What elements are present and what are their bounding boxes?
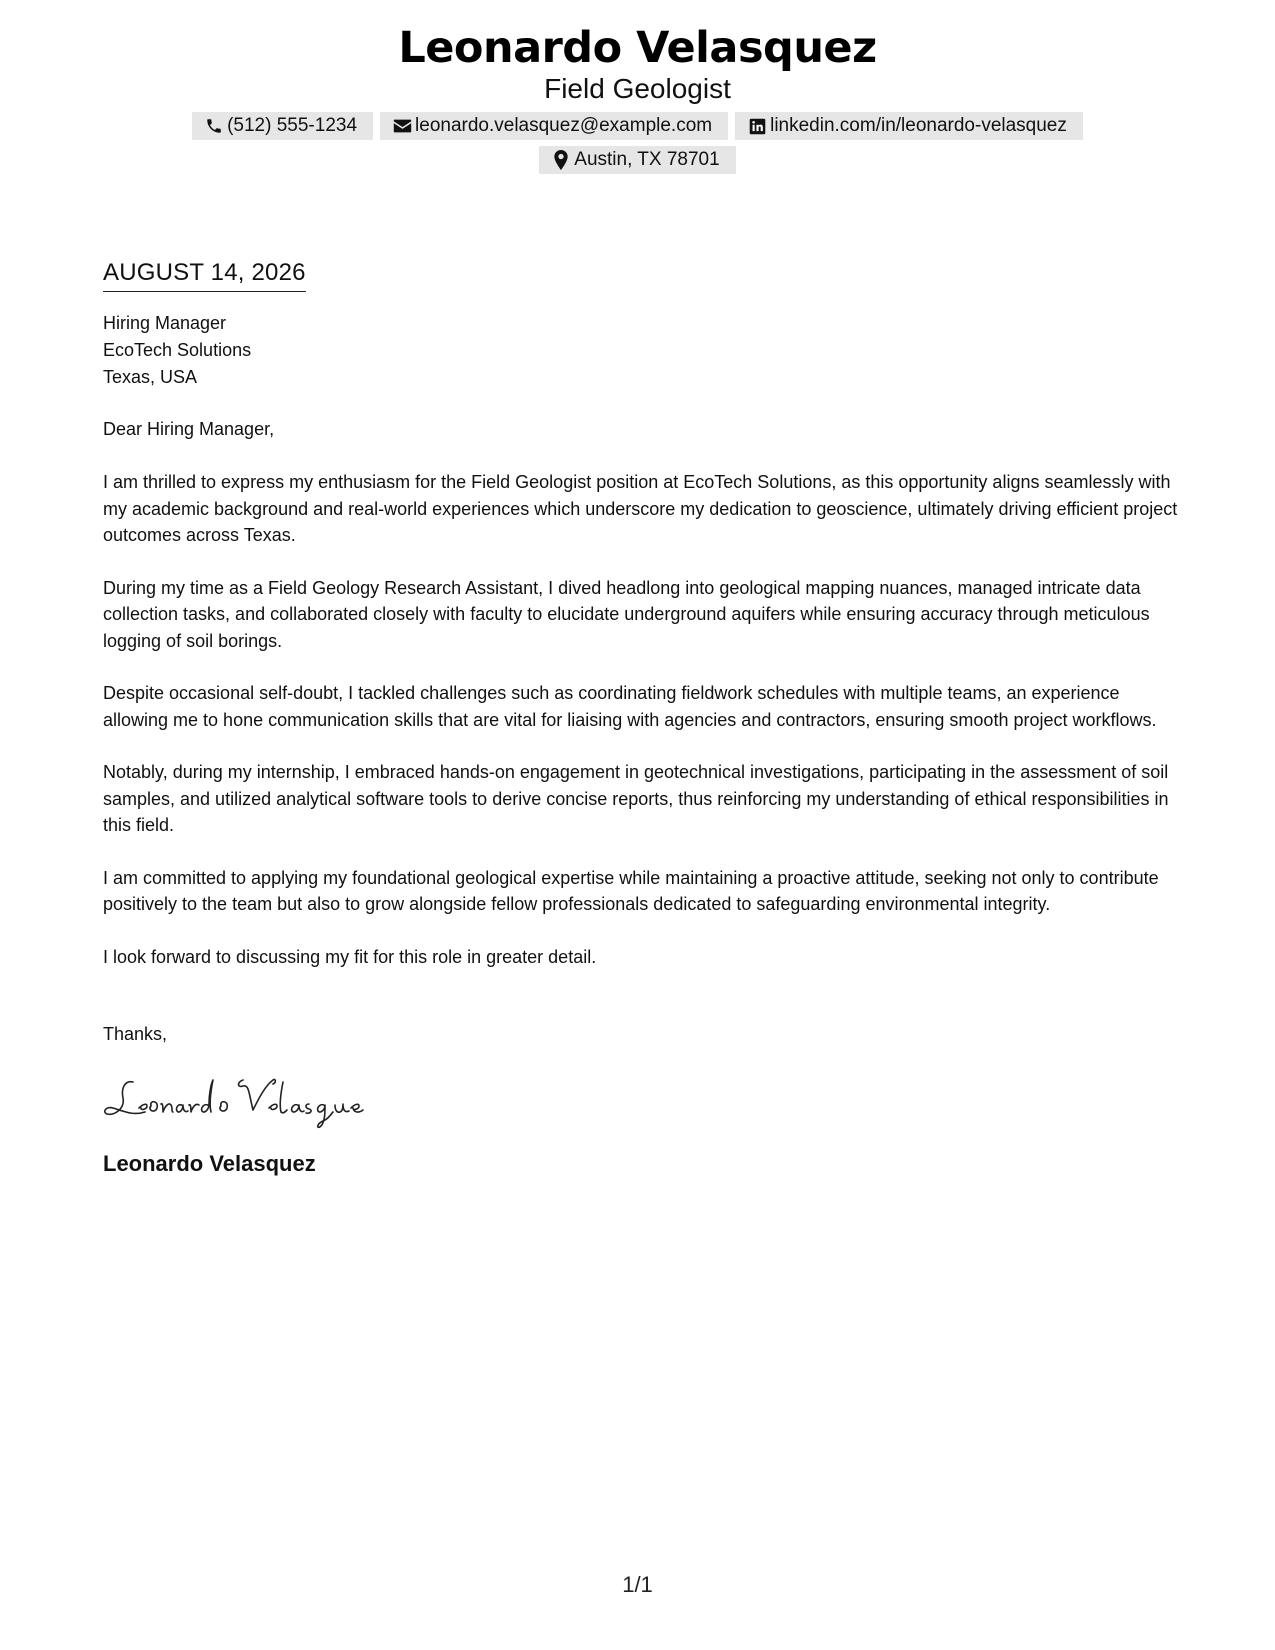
paragraph-commitment: I am committed to applying my foundational geological expertise while maintaining a proactive attitude, seeking not only to contribute positively to the team but also to grow alongside fellow professionals dedicated to safeguarding environmental integrity. <box>103 867 1159 914</box>
contact-row-location <box>0 146 1275 174</box>
map-pin-icon <box>551 150 571 170</box>
salutation: Dear Hiring Manager, <box>103 419 275 439</box>
recipient-location: Texas, USA <box>103 367 198 387</box>
paragraph-intro: I am thrilled to express my enthusiasm for the Field Geologist position at EcoTech Solutions, as this opportunity aligns seamlessly with my academic background and real-world experiences which underscore my dedication to geoscience, ultimately driving efficient project outcomes across Texas. <box>103 472 1178 545</box>
paragraph-closing-remark: I look forward to discussing my fit for this role in greater detail. <box>103 946 597 967</box>
linkedin-text: linkedin.com/in/leonardo-velasquez <box>770 115 1067 136</box>
paragraph-research: During my time as a Field Geology Research Assistant, I dived headlong into geological mapping nuances, managed intricate data collection tasks, and collaborated closely with faculty to elucidate underground aquifers while ensuring accuracy through meticulous logging of soil borings. <box>103 577 1150 651</box>
contact-row <box>0 112 1275 140</box>
paragraph-challenges: Despite occasional self-doubt, I tackled challenges such as coordinating fieldwork schedules with multiple teams, an experience allowing me to hone communication skills that are vital for liaising with agencies and contractors, ensuring smooth project workflows. <box>103 683 1157 730</box>
recipient-company: EcoTech Solutions <box>103 340 252 360</box>
applicant-name: Leonardo Velasquez <box>398 23 877 73</box>
phone-chip[interactable] <box>192 112 373 140</box>
paragraph-internship: Notably, during my internship, I embraced hands-on engagement in geotechnical investigations, participating in the assessment of soil samples, and utilized analytical software tools to derive concise reports, thus reinforcing my understanding of ethical responsibilities in this field. <box>103 762 1169 835</box>
page-number: 1/1 <box>622 1572 653 1597</box>
closing-text: Thanks, <box>103 1024 168 1044</box>
linkedin-icon <box>747 116 767 136</box>
letter-header <box>0 22 1275 174</box>
location-text: Austin, TX 78701 <box>574 149 720 170</box>
location-chip[interactable] <box>539 146 735 174</box>
phone-text: (512) 555-1234 <box>227 115 358 136</box>
email-text: leonardo.velasquez@example.com <box>415 115 713 136</box>
letter-body <box>103 258 1178 1178</box>
recipient-block <box>103 310 1178 391</box>
phone-icon <box>204 116 224 136</box>
job-title: Field Geologist <box>544 73 731 104</box>
signed-name: Leonardo Velasquez <box>103 1151 316 1176</box>
linkedin-chip[interactable] <box>735 112 1083 140</box>
recipient-title: Hiring Manager <box>103 313 227 333</box>
email-chip[interactable] <box>380 112 728 140</box>
letter-date: AUGUST 14, 2026 <box>103 258 306 292</box>
handwritten-signature <box>103 1070 1178 1132</box>
envelope-icon <box>392 116 412 136</box>
